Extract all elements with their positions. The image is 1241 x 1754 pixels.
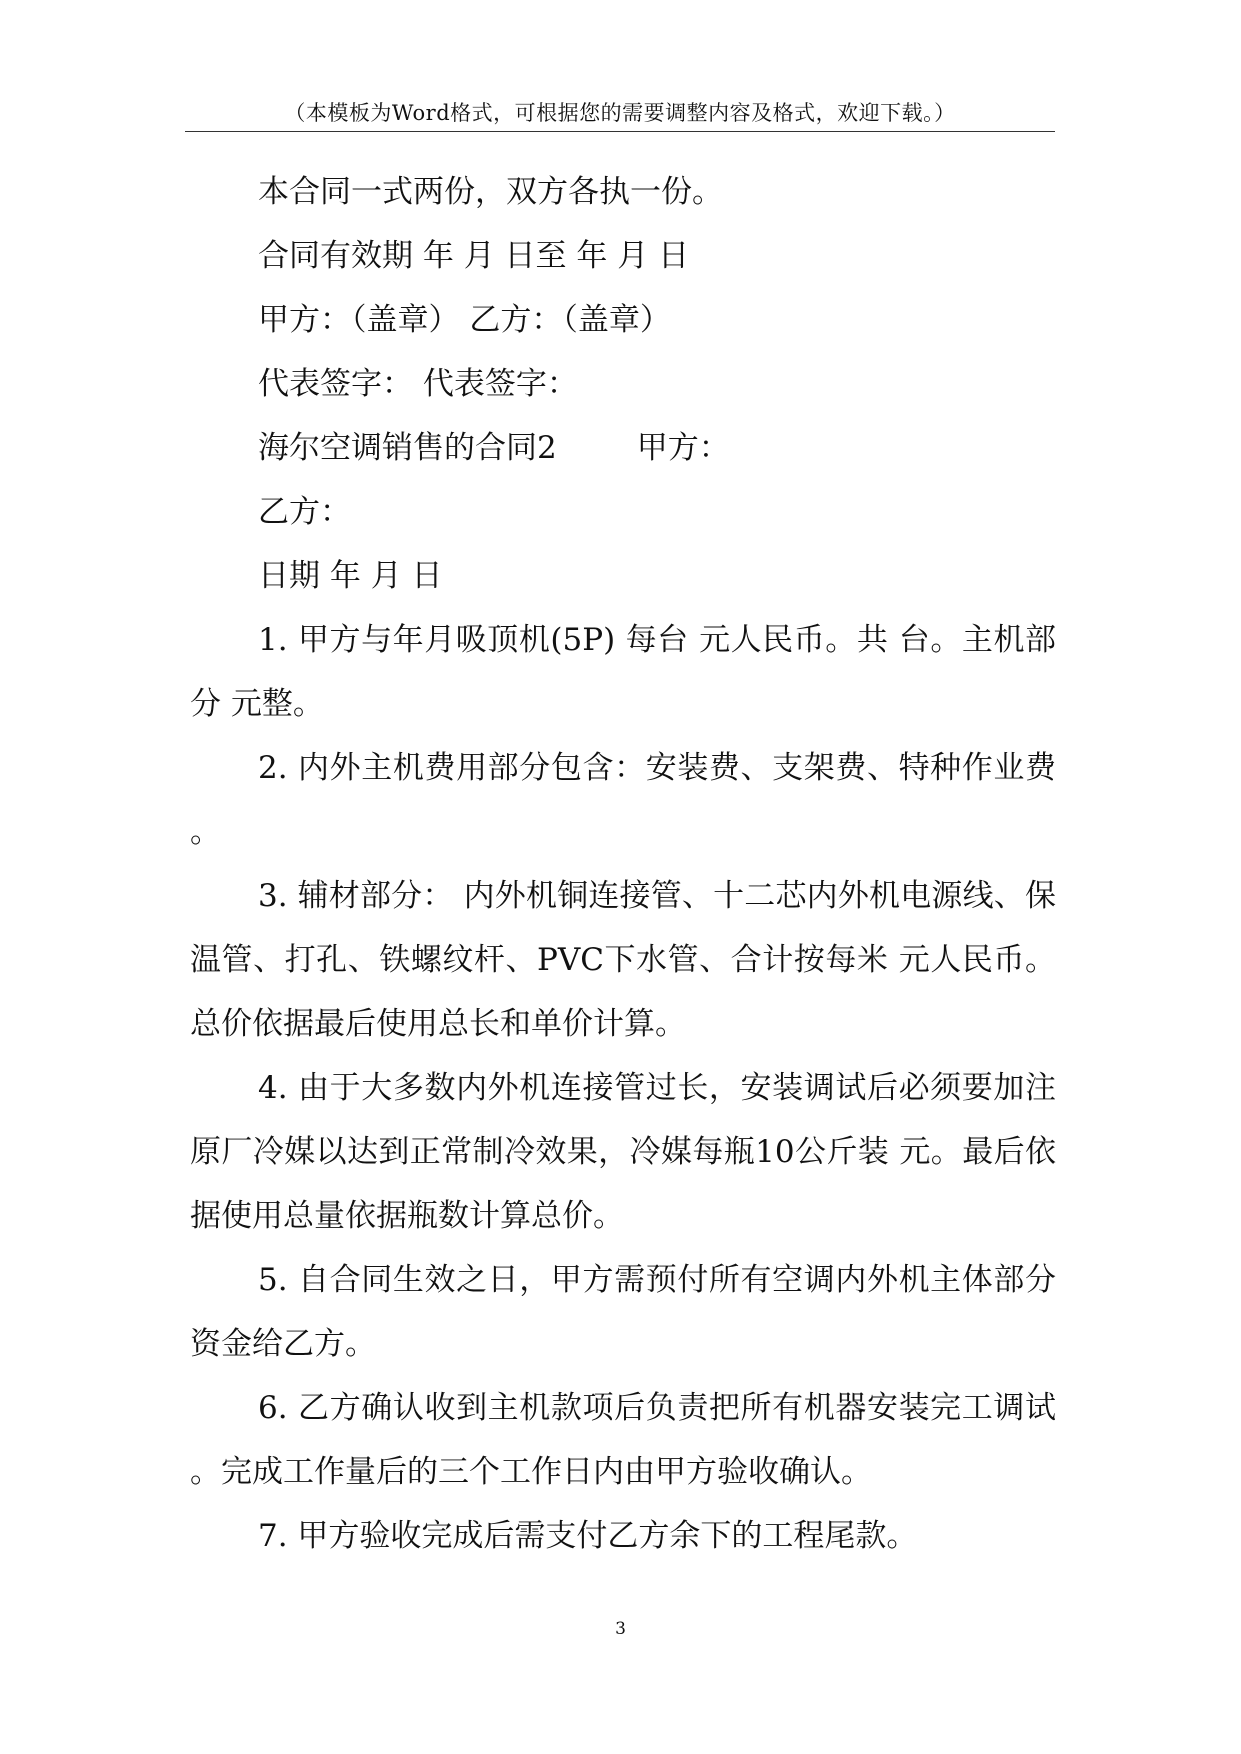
clause-6: 6. 乙方确认收到主机款项后负责把所有机器安装完工调试。完成工作量后的三个工作日内由甲方验收确认。 <box>190 1390 1056 1490</box>
clause-2: 2. 内外主机费用部分包含：安装费、支架费、特种作业费。 <box>190 750 1056 850</box>
party-a-label: 甲方： <box>636 430 730 466</box>
clause-7: 7. 甲方验收完成后需支付乙方余下的工程尾款。 <box>258 1518 918 1554</box>
seals-line: 甲方：（盖章） 乙方：（盖章） <box>258 302 671 338</box>
copies-line: 本合同一式两份，双方各执一份。 <box>258 174 723 210</box>
date-line: 日期 年 月 日 <box>258 558 443 594</box>
document-body <box>190 160 1056 1568</box>
clause-3: 3. 辅材部分： 内外机铜连接管、十二芯内外机电源线、保温管、打孔、铁螺纹杆、PVC下水管、合计按每米 元人民币。总价依据最后使用总长和单价计算。 <box>190 878 1056 1042</box>
contract-title-line <box>190 416 1056 480</box>
validity-line: 合同有效期 年 月 日至 年 月 日 <box>258 238 690 274</box>
header-divider <box>185 131 1055 132</box>
template-note: （本模板为Word格式，可根据您的需要调整内容及格式，欢迎下载。） <box>284 101 956 125</box>
signatures-line: 代表签字： 代表签字： <box>258 366 578 402</box>
party-b-line: 乙方： <box>258 494 351 530</box>
clause-5: 5. 自合同生效之日，甲方需预付所有空调内外机主体部分资金给乙方。 <box>190 1262 1056 1362</box>
page-number: 3 <box>615 1619 626 1639</box>
contract-title: 海尔空调销售的合同2 <box>258 430 557 466</box>
clause-1: 1. 甲方与年月吸顶机(5P) 每台 元人民币。共 台。主机部分 元整。 <box>190 622 1056 722</box>
clause-4: 4. 由于大多数内外机连接管过长，安装调试后必须要加注原厂冷媒以达到正常制冷效果，冷媒每瓶10公斤装 元。最后依据使用总量依据瓶数计算总价。 <box>190 1070 1056 1234</box>
